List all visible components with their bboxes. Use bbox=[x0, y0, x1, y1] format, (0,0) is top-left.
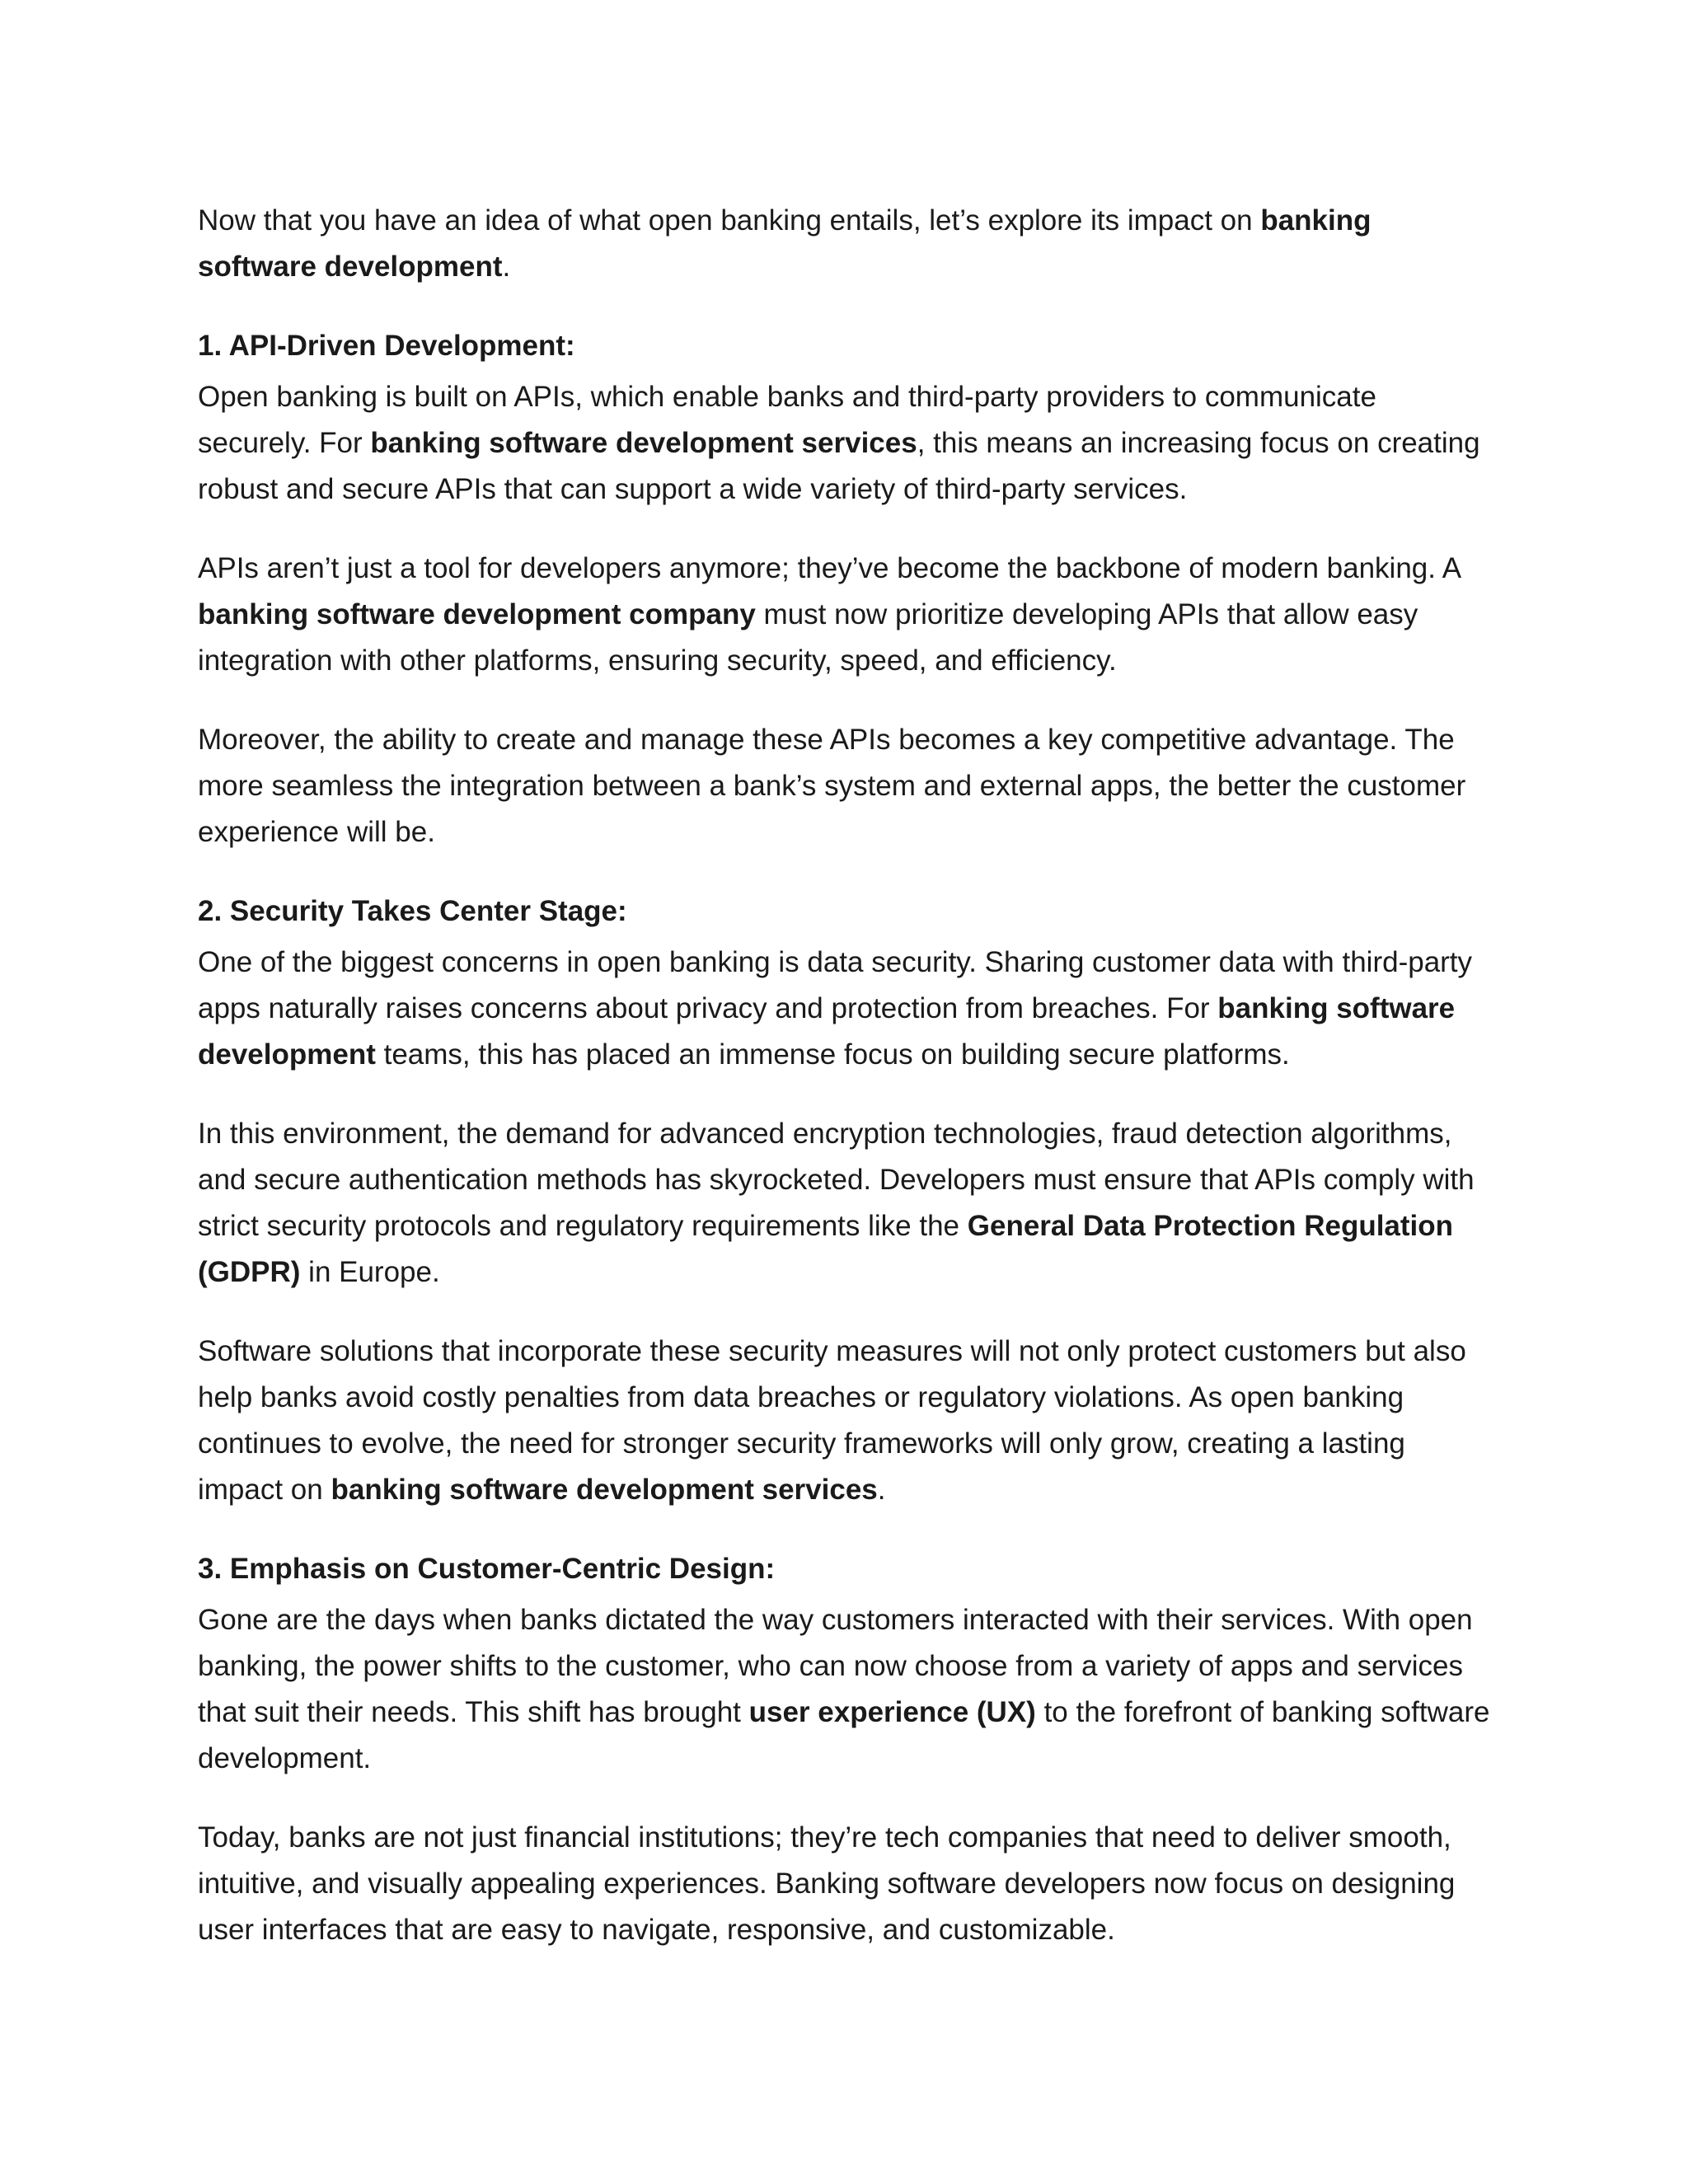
s1p1-text: Open banking is built on APIs, which enable banks and third-party providers to communicate securely. For bbox=[198, 381, 1376, 459]
section2-heading: 2. Security Takes Center Stage: bbox=[198, 895, 627, 927]
intro-paragraph bbox=[198, 198, 1490, 290]
s1p1-bold: banking software development services bbox=[370, 427, 917, 459]
s1p2-text: APIs aren’t just a tool for developers anymore; they’ve become the backbone of modern banking. A bbox=[198, 552, 1461, 584]
s3p1-text: Gone are the days when banks dictated the way customers interacted with their services. With open banking, the power shifts to the customer, who can now choose from a variety of apps and services that suit their needs. This shift has brought bbox=[198, 1604, 1473, 1728]
section2-paragraph-1 bbox=[198, 940, 1490, 1078]
s2p2-bold: General Data Protection Regulation (GDPR) bbox=[198, 1210, 1454, 1288]
s3p2-text: Today, banks are not just financial institutions; they’re tech companies that need to deliver smooth, intuitive, and visually appealing experiences. Banking software developers now focus on designing user interfaces that are easy to navigate, responsive, and customizable. bbox=[198, 1821, 1456, 1946]
s1p1-text-end: , this means an increasing focus on creating robust and secure APIs that can support a wide variety of third-party services. bbox=[198, 427, 1480, 505]
intro-text: Now that you have an idea of what open banking entails, let’s explore its impact on bbox=[198, 204, 1261, 237]
section2-paragraph-3 bbox=[198, 1329, 1490, 1513]
s2p3-text-end: . bbox=[877, 1474, 886, 1506]
section1-paragraph-1 bbox=[198, 374, 1490, 513]
s2p3-bold: banking software development services bbox=[331, 1474, 878, 1506]
s2p3-text: Software solutions that incorporate these security measures will not only protect customers but also help banks avoid costly penalties from data breaches or regulatory violations. As open banking continues to evolve, the need for stronger security frameworks will only grow, creating a lasting impact on bbox=[198, 1335, 1466, 1506]
section3-paragraph-1 bbox=[198, 1597, 1490, 1782]
section1-paragraph-3 bbox=[198, 717, 1490, 855]
s2p1-text: One of the biggest concerns in open banking is data security. Sharing customer data with third-party apps naturally raises concerns about privacy and protection from breaches. For bbox=[198, 946, 1473, 1024]
s1p2-text-end: must now prioritize developing APIs that allow easy integration with other platforms, ensuring security, speed, and efficiency. bbox=[198, 598, 1418, 677]
section2-paragraph-2 bbox=[198, 1111, 1490, 1296]
section3-paragraph-2 bbox=[198, 1815, 1490, 1953]
section1-paragraph-2 bbox=[198, 546, 1490, 684]
intro-bold: banking software development bbox=[198, 204, 1372, 283]
document-body bbox=[198, 198, 1490, 1986]
s1p2-bold: banking software development company bbox=[198, 598, 756, 630]
section3-heading: 3. Emphasis on Customer-Centric Design: bbox=[198, 1553, 776, 1585]
section1-heading: 1. API-Driven Development: bbox=[198, 330, 575, 362]
intro-text-end: . bbox=[502, 251, 511, 283]
s1p3-text: Moreover, the ability to create and manage these APIs becomes a key competitive advantage. The more seamless the integration between a bank’s system and external apps, the better the customer experience will be. bbox=[198, 724, 1466, 848]
s2p1-bold: banking software development bbox=[198, 992, 1456, 1071]
s2p2-text-end: in Europe. bbox=[300, 1256, 440, 1288]
s2p1-text-end: teams, this has placed an immense focus on building secure platforms. bbox=[375, 1038, 1290, 1071]
s3p1-text-end: to the forefront of banking software development. bbox=[198, 1696, 1490, 1774]
s3p1-bold: user experience (UX) bbox=[748, 1696, 1036, 1728]
s2p2-text: In this environment, the demand for advanced encryption technologies, fraud detection algorithms, and secure authentication methods has skyrocketed. Developers must ensure that APIs comply with strict security protocols and regulatory requirements like the bbox=[198, 1118, 1475, 1242]
